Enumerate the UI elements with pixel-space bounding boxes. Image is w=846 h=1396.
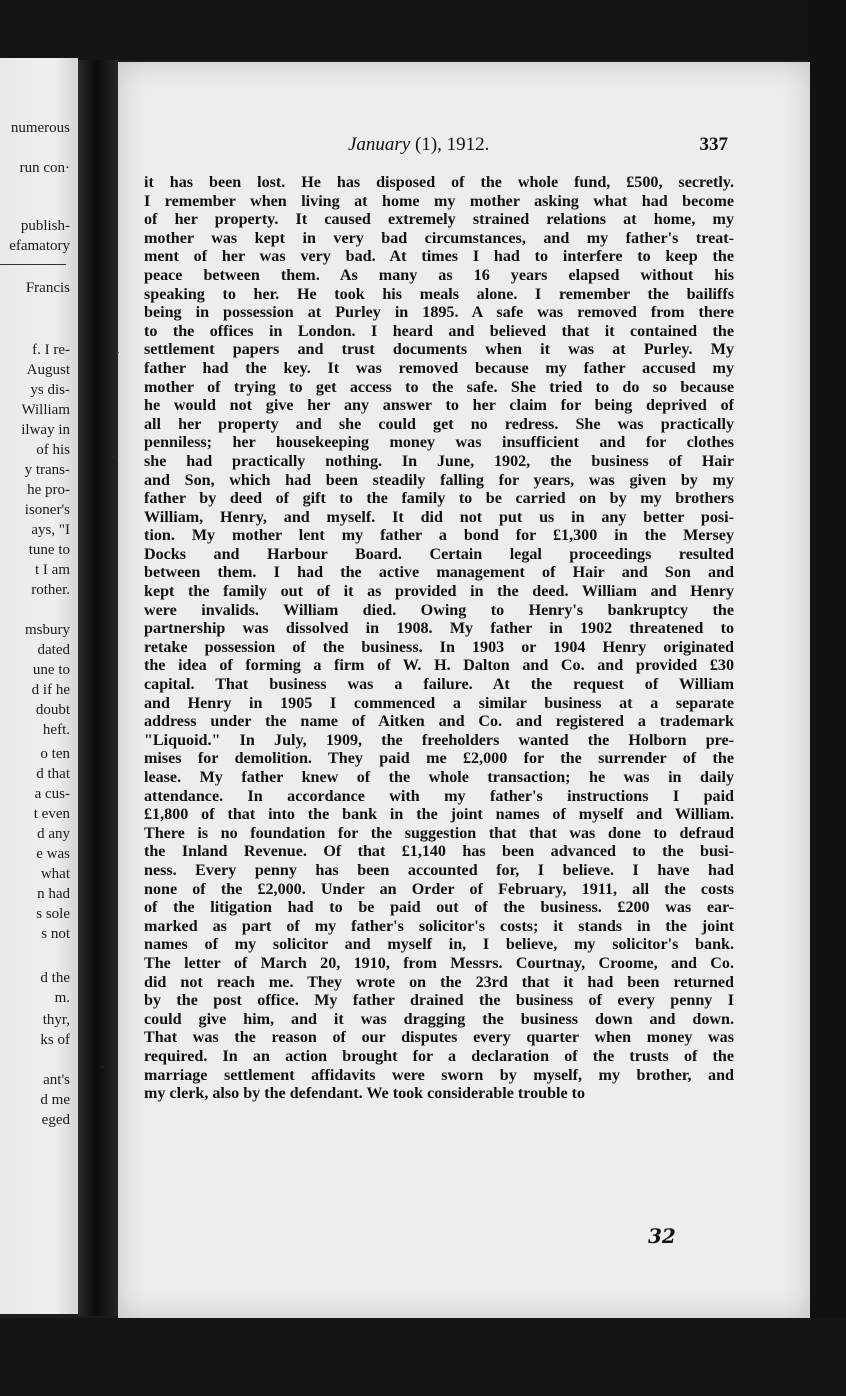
previous-page-line: s sole <box>36 906 70 922</box>
text-line: father had the key. It was removed because my father accused my <box>144 359 734 377</box>
text-line: he would not give her any answer to her claim for being deprived of <box>144 397 734 415</box>
previous-page-line: o ten <box>40 746 70 762</box>
text-line: ment of her was very bad. At times I had to interfere to keep the <box>144 248 734 266</box>
previous-page-line: y trans- <box>24 462 70 478</box>
text-line: names of my solicitor and myself in, I believe, my solicitor's bank. <box>144 936 734 954</box>
previous-page-line: d me <box>40 1092 70 1108</box>
text-line: it has been lost. He has disposed of the whole fund, £500, secretly. <box>144 174 734 191</box>
margin-tick: · <box>100 1060 104 1074</box>
previous-page-line: Francis <box>25 280 70 296</box>
text-line: That was the reason of our disputes every quarter when money was <box>144 1029 734 1047</box>
header-month: January <box>348 134 411 155</box>
text-line: capital. That business was a failure. At the request of William <box>144 676 734 694</box>
previous-page-line: d that <box>36 766 70 782</box>
text-line: did not reach me. They wrote on the 23rd that it had been returned <box>144 973 734 991</box>
previous-page-line: d if he <box>31 682 70 698</box>
previous-page-line: f. I re- <box>32 342 70 358</box>
previous-page-line: run con· <box>19 160 70 176</box>
previous-page-line: eged <box>41 1112 70 1128</box>
previous-page-line: heft. <box>42 722 70 738</box>
running-header <box>348 134 728 160</box>
previous-page-line: William <box>21 402 70 418</box>
text-line: The letter of March 20, 1910, from Messrs. Courtnay, Croome, and Co. <box>144 954 734 972</box>
margin-tick: · <box>116 346 120 360</box>
previous-page-line: August <box>26 362 70 378</box>
previous-page-line: e was <box>36 846 70 862</box>
margin-tick: · <box>112 450 116 464</box>
previous-page-line: of his <box>36 442 70 458</box>
page-337 <box>118 62 810 1318</box>
previous-page-line: ant's <box>43 1072 70 1088</box>
text-line: the Inland Revenue. Of that £1,140 has been advanced to the busi- <box>144 843 734 861</box>
previous-page-line: he pro- <box>27 482 70 498</box>
text-line: Docks and Harbour Board. Certain legal proceedings resulted <box>144 545 734 563</box>
previous-page-line: thyr, <box>42 1012 70 1028</box>
text-line: £1,800 of that into the bank in the joint names of myself and William. <box>144 806 734 824</box>
text-line: I remember when living at home my mother asking what had become <box>144 192 734 210</box>
text-line: by the post office. My father drained the business of every penny I <box>144 992 734 1010</box>
text-line: There is no foundation for the suggestion that that was done to defraud <box>144 824 734 842</box>
text-line: partnership was dissolved in 1908. My father in 1902 threatened to <box>144 620 734 638</box>
previous-page-line: rother. <box>31 582 70 598</box>
previous-page-line: d the <box>40 970 70 986</box>
text-line: tion. My mother lent my father a bond for £1,300 in the Mersey <box>144 527 734 545</box>
page-number: 337 <box>699 134 728 155</box>
text-line: address under the name of Aitken and Co. and registered a trademark <box>144 713 734 731</box>
text-line: kept the family out of it as provided in the deed. William and Henry <box>144 583 734 601</box>
previous-page-line: ys dis- <box>30 382 70 398</box>
text-line: all her property and she could get no redress. She was practically <box>144 415 734 433</box>
previous-page-line: isoner's <box>24 502 70 518</box>
previous-page-line: what <box>40 866 70 882</box>
previous-page-line: ays, "I <box>31 522 70 538</box>
text-line: William, Henry, and myself. It did not put us in any better posi- <box>144 508 734 526</box>
previous-page-line: numerous <box>10 120 70 136</box>
film-edge-right <box>808 0 846 1396</box>
text-line: and Henry in 1905 I commenced a similar business at a separate <box>144 694 734 712</box>
film-edge-top <box>0 0 846 60</box>
text-line: between them. I had the active management of Hair and Son and <box>144 564 734 582</box>
text-line: lease. My father knew of the whole transaction; he was in daily <box>144 769 734 786</box>
text-line: penniless; her housekeeping money was insufficient and for clothes <box>144 434 734 452</box>
previous-page-line: une to <box>32 662 70 678</box>
previous-page-line: a cus- <box>34 786 70 802</box>
text-line: speaking to her. He took his meals alone. I remember the bailiffs <box>144 285 734 303</box>
previous-page-line: dated <box>37 642 70 658</box>
text-line: attendance. In accordance with my father's instructions I paid <box>144 787 734 805</box>
column-rule <box>0 264 66 265</box>
previous-page-line: publish- <box>20 218 70 234</box>
text-line: retake possession of the business. In 1903 or 1904 Henry originated <box>144 638 734 656</box>
signature-mark: 32 <box>648 1224 676 1248</box>
header-date <box>348 134 489 156</box>
text-line: being in possession at Purley in 1895. A safe was removed from there <box>144 304 734 322</box>
text-line: could give him, and it was dragging the business down and down. <box>144 1010 734 1028</box>
text-line: she had practically nothing. In June, 1902, the business of Hair <box>144 452 734 470</box>
previous-page-line: doubt <box>35 702 70 718</box>
previous-page-line: ilway in <box>21 422 70 438</box>
previous-page-line: ks of <box>40 1032 70 1048</box>
book-gutter <box>78 60 118 1316</box>
text-line: my clerk, also by the defendant. We took considerable trouble to <box>144 1085 586 1103</box>
header-date-rest: (1), 1912. <box>410 134 490 155</box>
text-line: of the litigation had to be paid out of the business. £200 was ear- <box>144 899 734 917</box>
text-line: mother was kept in very bad circumstances, and my father's treat- <box>144 229 734 247</box>
text-line: father by deed of gift to the family to be carried on by my brothers <box>144 490 734 508</box>
previous-page-line: msbury <box>25 622 70 638</box>
text-line: to the offices in London. I heard and believed that it contained the <box>144 322 734 340</box>
text-line: marriage settlement affidavits were sworn by myself, my brother, and <box>144 1066 734 1084</box>
text-line: none of the £2,000. Under an Order of February, 1911, all the costs <box>144 880 734 898</box>
previous-page-line: t even <box>33 806 70 822</box>
previous-page-line: s not <box>41 926 70 942</box>
previous-page-line: d any <box>37 826 70 842</box>
text-line: "Liquoid." In July, 1909, the freeholders wanted the Holborn pre- <box>144 731 734 749</box>
text-line: were invalids. William died. Owing to Henry's bankruptcy the <box>144 601 734 619</box>
text-line: marked as part of my father's solicitor's costs; it stands in the joint <box>144 917 734 935</box>
text-line: ness. Every penny has been accounted for, I believe. I have had <box>144 861 734 879</box>
body-text <box>144 174 734 1104</box>
previous-page-line: t I am <box>35 562 70 578</box>
previous-page-strip <box>0 58 78 1314</box>
film-edge-bottom <box>0 1318 846 1396</box>
previous-page-line: n had <box>37 886 70 902</box>
text-line: mother of trying to get access to the safe. She tried to do so because <box>144 378 734 396</box>
text-line: peace between them. As many as 16 years elapsed without his <box>144 266 734 284</box>
text-line: settlement papers and trust documents when it was at Purley. My <box>144 341 734 359</box>
text-line: and Son, which had been steadily falling for years, was given by my <box>144 471 734 489</box>
previous-page-line: efamatory <box>9 238 70 254</box>
previous-page-line: tune to <box>28 542 70 558</box>
text-line: mises for demolition. They paid me £2,000 for the surrender of the <box>144 750 734 768</box>
previous-page-line: m. <box>54 990 70 1006</box>
text-line: required. In an action brought for a declaration of the trusts of the <box>144 1047 734 1065</box>
text-line: of her property. It caused extremely strained relations at home, my <box>144 211 734 229</box>
text-line: the idea of forming a firm of W. H. Dalton and Co. and provided £30 <box>144 657 734 675</box>
